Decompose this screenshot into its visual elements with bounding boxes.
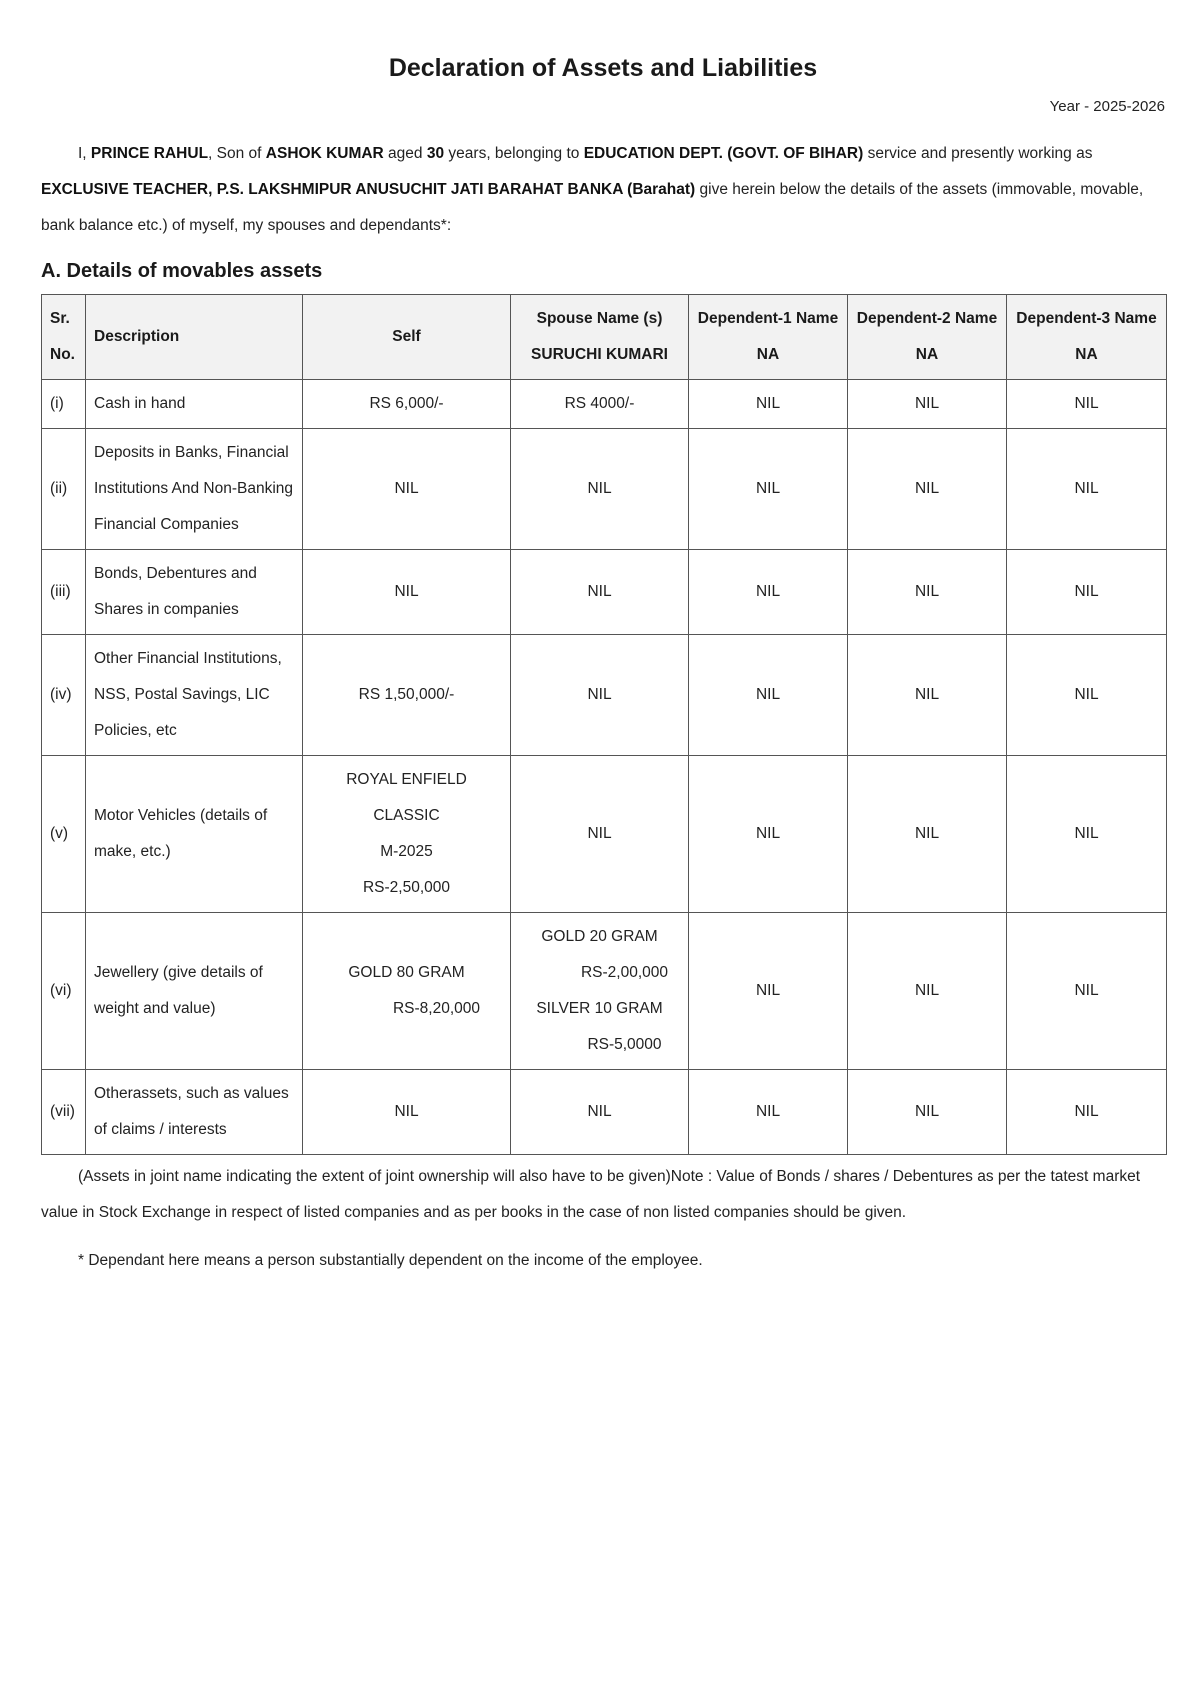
cell-spouse: NIL — [511, 550, 689, 635]
year-label: Year - 2025-2026 — [1049, 98, 1165, 115]
cell-sr-no: (vii) — [42, 1070, 86, 1155]
spouse-gold-weight: GOLD 20 GRAM — [541, 928, 658, 945]
cell-dependent-1: NIL — [689, 635, 848, 756]
header-dependent-2-name: NA — [915, 346, 939, 363]
cell-dependent-1: NIL — [689, 550, 848, 635]
declarant-name: PRINCE RAHUL — [90, 145, 209, 162]
cell-spouse: NIL — [511, 635, 689, 756]
table-row — [42, 1070, 1167, 1155]
cell-spouse — [511, 913, 689, 1070]
cell-self — [303, 756, 511, 913]
declaration-intro — [41, 136, 1165, 244]
table-row — [42, 550, 1167, 635]
cell-description: Deposits in Banks, Financial Institutions And Non-Banking Financial Companies — [86, 429, 303, 550]
page-title: Declaration of Assets and Liabilities — [388, 54, 818, 82]
cell-spouse: NIL — [511, 429, 689, 550]
cell-description: Otherassets, such as values of claims / interests — [86, 1070, 303, 1155]
cell-dependent-3: NIL — [1007, 380, 1167, 429]
cell-dependent-2: NIL — [848, 1070, 1007, 1155]
intro-text: I, — [78, 145, 91, 162]
header-dependent-3-label: Dependent-3 Name — [1016, 310, 1157, 327]
cell-dependent-3: NIL — [1007, 550, 1167, 635]
cell-description: Bonds, Debentures and Shares in companies — [86, 550, 303, 635]
cell-dependent-3: NIL — [1007, 429, 1167, 550]
cell-dependent-1: NIL — [689, 1070, 848, 1155]
vehicle-make: ROYAL ENFIELD CLASSIC — [346, 771, 467, 824]
department: EDUCATION DEPT. (GOVT. OF BIHAR) — [583, 145, 864, 162]
cell-dependent-1: NIL — [689, 429, 848, 550]
cell-self: NIL — [303, 550, 511, 635]
cell-sr-no: (iv) — [42, 635, 86, 756]
cell-description: Other Financial Institutions, NSS, Postal Savings, LIC Policies, etc — [86, 635, 303, 756]
table-row — [42, 913, 1167, 1070]
cell-dependent-2: NIL — [848, 913, 1007, 1070]
cell-dependent-2: NIL — [848, 429, 1007, 550]
spouse-silver-weight: SILVER 10 GRAM — [536, 1000, 663, 1017]
table-row — [42, 380, 1167, 429]
cell-self: NIL — [303, 429, 511, 550]
cell-dependent-1: NIL — [689, 913, 848, 1070]
father-name: ASHOK KUMAR — [265, 145, 384, 162]
cell-dependent-2: NIL — [848, 756, 1007, 913]
table-row — [42, 635, 1167, 756]
header-dependent-3-name: NA — [1075, 346, 1098, 363]
joint-ownership-note: (Assets in joint name indicating the extent of joint ownership will also have to be given)Note : Value of Bonds / shares / Debentures as per the tatest market value in Stock Exchange in respect of listed companies and as per books in the case of non listed companies should be given. — [41, 1168, 1141, 1221]
spouse-silver-value: RS-5,0000 — [587, 1036, 662, 1053]
header-dependent-2 — [848, 295, 1007, 380]
cell-dependent-2: NIL — [848, 635, 1007, 756]
cell-sr-no: (ii) — [42, 429, 86, 550]
cell-self: RS 6,000/- — [303, 380, 511, 429]
table-header-row — [42, 295, 1167, 380]
cell-sr-no: (v) — [42, 756, 86, 913]
post-title: EXCLUSIVE TEACHER, P.S. LAKSHMIPUR ANUSUCHIT JATI BARAHAT BANKA (Barahat) — [41, 181, 696, 198]
header-spouse-label: Spouse Name (s) — [536, 310, 663, 327]
cell-sr-no: (iii) — [42, 550, 86, 635]
cell-dependent-1: NIL — [689, 756, 848, 913]
self-gold-value: RS-8,20,000 — [392, 1000, 481, 1017]
header-spouse-name: SURUCHI KUMARI — [531, 346, 668, 363]
cell-description: Jewellery (give details of weight and value) — [86, 913, 303, 1070]
header-self: Self — [303, 295, 511, 380]
cell-sr-no: (vi) — [42, 913, 86, 1070]
table-row — [42, 429, 1167, 550]
section-title: A. Details of movables assets — [41, 260, 323, 282]
cell-description: Cash in hand — [86, 380, 303, 429]
intro-text: years, belonging to — [444, 145, 584, 162]
document-page — [41, 0, 1165, 1279]
intro-text: , Son of — [208, 145, 266, 162]
cell-spouse: NIL — [511, 756, 689, 913]
cell-description: Motor Vehicles (details of make, etc.) — [86, 756, 303, 913]
dependant-footnote: * Dependant here means a person substantially dependent on the income of the employee. — [78, 1252, 703, 1269]
cell-dependent-1: NIL — [689, 380, 848, 429]
header-spouse — [511, 295, 689, 380]
cell-self: RS 1,50,000/- — [303, 635, 511, 756]
cell-self: NIL — [303, 1070, 511, 1155]
self-gold-weight: GOLD 80 GRAM — [348, 964, 465, 981]
header-dependent-1 — [689, 295, 848, 380]
spouse-gold-value: RS-2,00,000 — [580, 964, 669, 981]
cell-dependent-3: NIL — [1007, 1070, 1167, 1155]
movable-assets-table — [41, 294, 1167, 1155]
vehicle-value: RS-2,50,000 — [362, 879, 451, 896]
cell-spouse: RS 4000/- — [511, 380, 689, 429]
cell-self — [303, 913, 511, 1070]
cell-dependent-2: NIL — [848, 380, 1007, 429]
cell-dependent-3: NIL — [1007, 913, 1167, 1070]
cell-sr-no: (i) — [42, 380, 86, 429]
cell-dependent-3: NIL — [1007, 635, 1167, 756]
header-description: Description — [86, 295, 303, 380]
intro-text: service and presently working as — [863, 145, 1093, 162]
cell-dependent-2: NIL — [848, 550, 1007, 635]
header-sr-no: Sr. No. — [42, 295, 86, 380]
cell-spouse: NIL — [511, 1070, 689, 1155]
header-dependent-1-name: NA — [756, 346, 780, 363]
header-dependent-2-label: Dependent-2 Name — [856, 310, 998, 327]
cell-dependent-3: NIL — [1007, 756, 1167, 913]
table-row — [42, 756, 1167, 913]
intro-text: give herein below the details of the assets (immovable, movable, bank balance etc.) of myself, my spouses and dependants*: — [41, 181, 1144, 234]
age-value: 30 — [426, 145, 445, 162]
intro-text: aged — [383, 145, 427, 162]
vehicle-model: M-2025 — [380, 843, 433, 860]
header-dependent-1-label: Dependent-1 Name — [697, 310, 839, 327]
header-dependent-3 — [1007, 295, 1167, 380]
